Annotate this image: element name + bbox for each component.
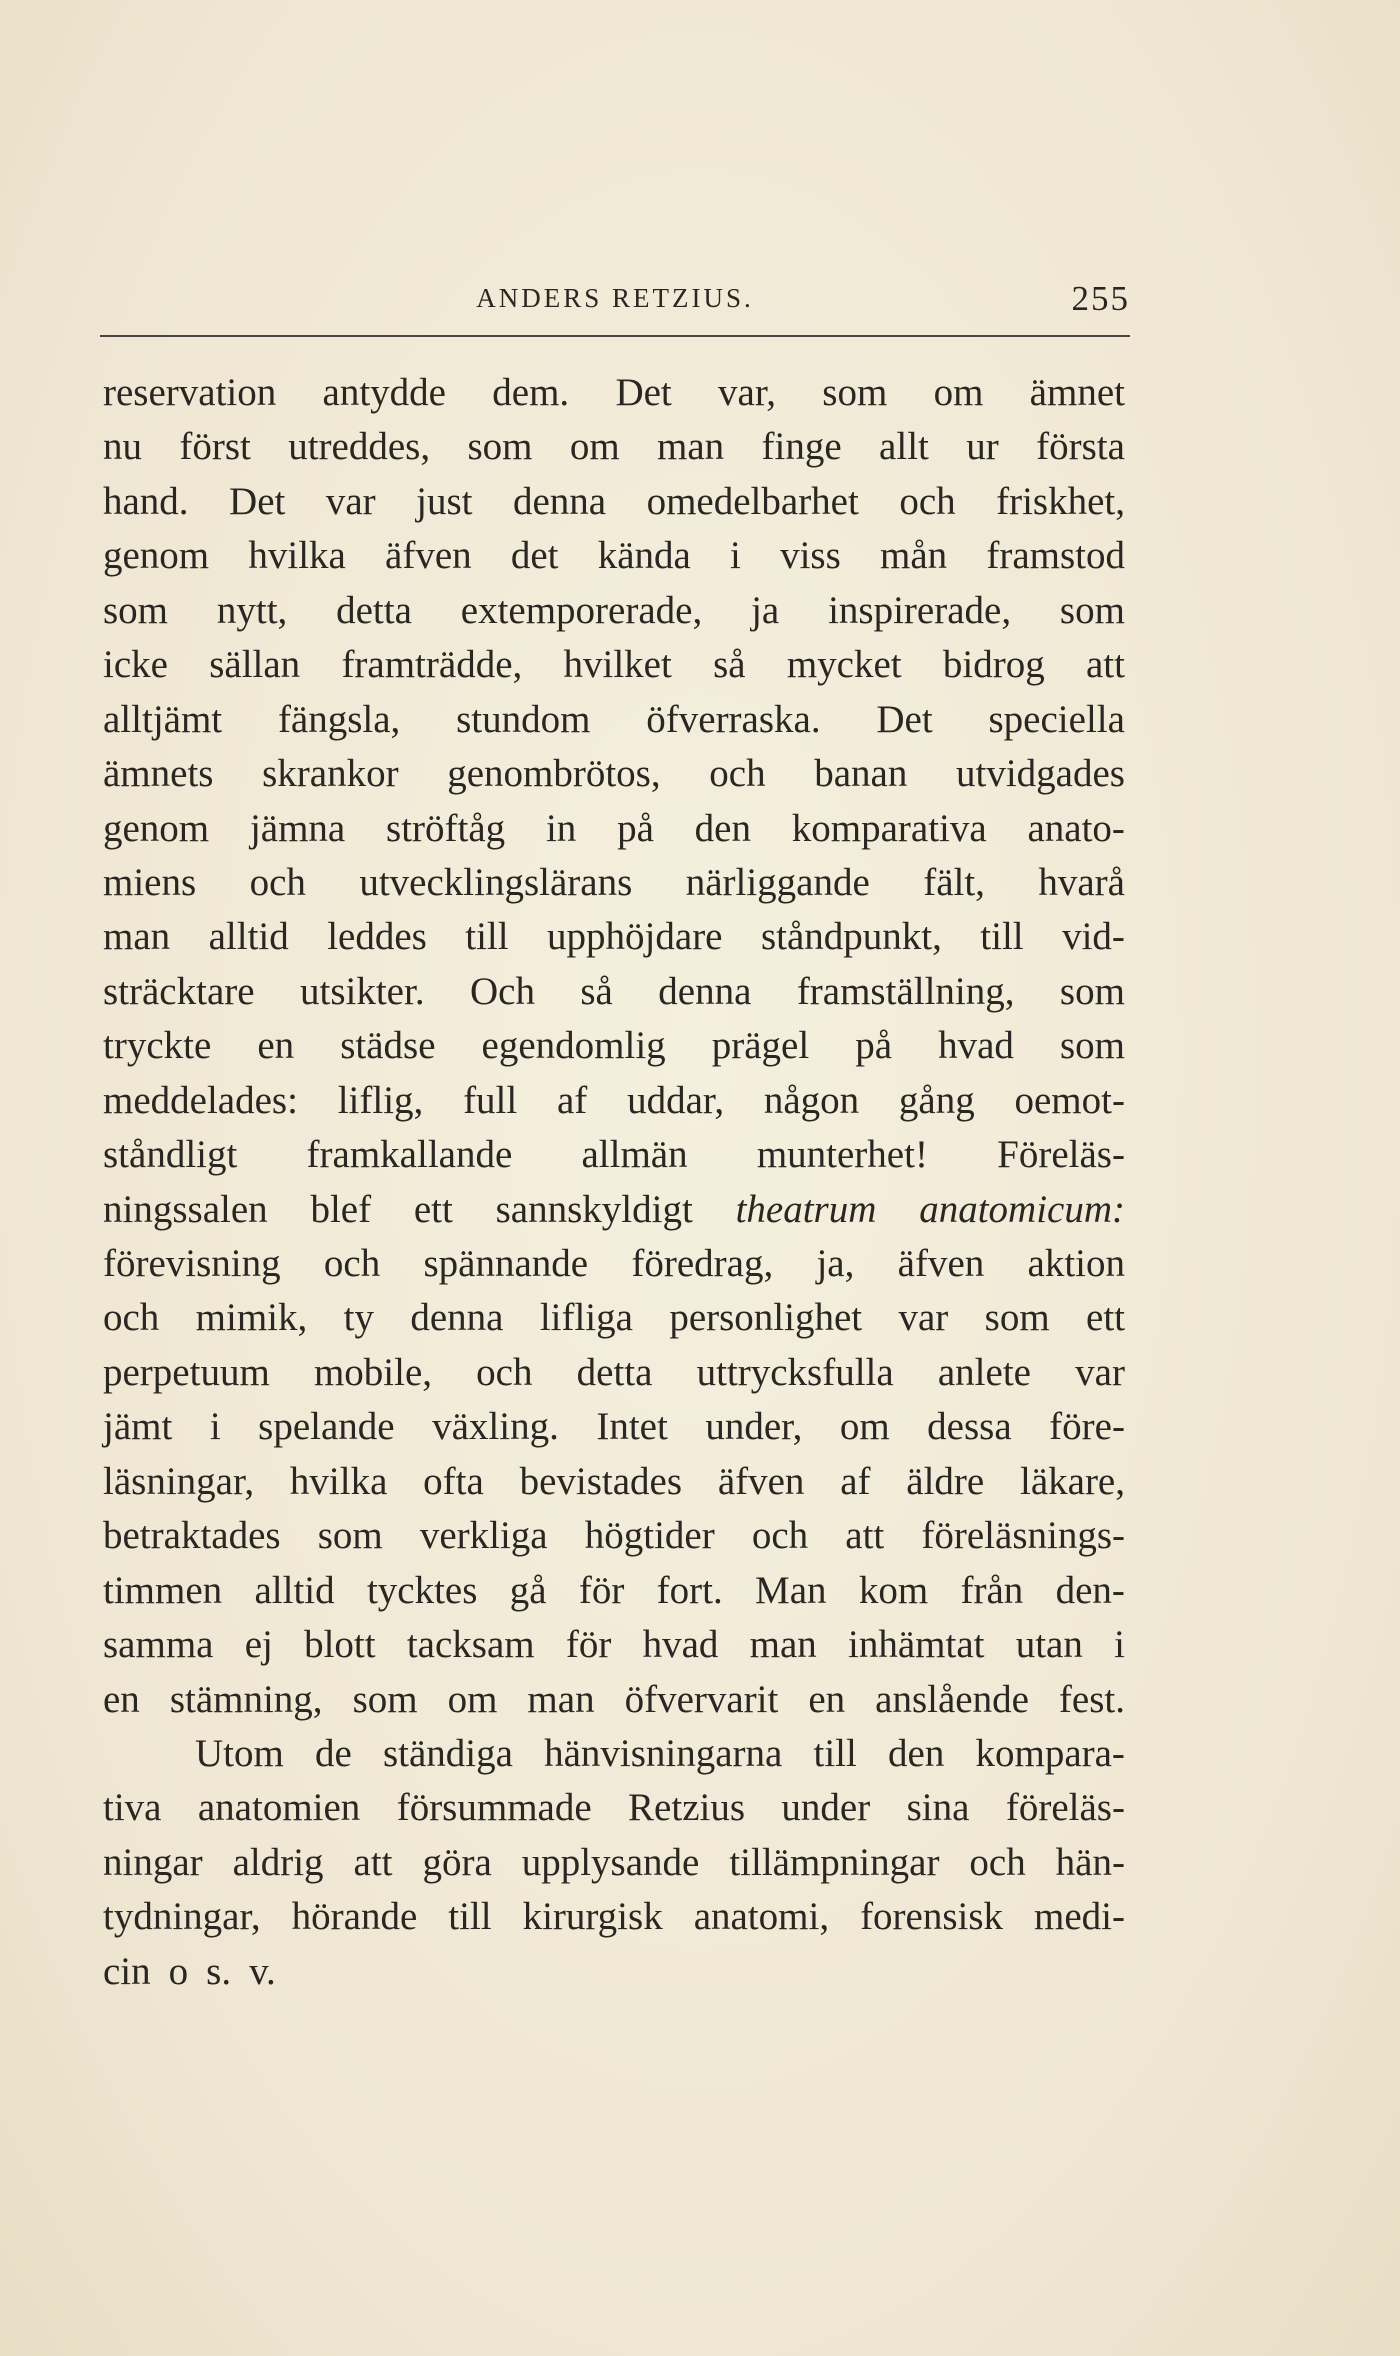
- word: genombrötos,: [447, 752, 661, 796]
- word: prägel: [711, 1024, 810, 1068]
- word: denna: [512, 479, 607, 523]
- word: aktion: [1027, 1242, 1125, 1285]
- word: icke: [103, 643, 168, 687]
- word: föreläs-: [1005, 1786, 1125, 1830]
- word: blef: [310, 1187, 372, 1231]
- word: man: [527, 1677, 595, 1721]
- word: tydningar,: [103, 1895, 261, 1939]
- word: Det: [229, 479, 286, 523]
- word: för: [578, 1568, 625, 1612]
- word: s.: [206, 1949, 232, 1993]
- word: och: [709, 752, 766, 796]
- word: utvidgades: [955, 752, 1125, 796]
- word: egendomlig: [481, 1024, 666, 1068]
- word: ständiga: [382, 1731, 513, 1775]
- text-line: [103, 856, 1125, 910]
- word: föreläsnings-: [921, 1514, 1125, 1558]
- word: utan: [1015, 1623, 1083, 1667]
- word: friskhet,: [996, 479, 1125, 523]
- text-line: [103, 1673, 1125, 1727]
- word: att: [353, 1840, 393, 1884]
- word: som: [984, 1296, 1050, 1340]
- word: detta: [336, 588, 412, 632]
- word: och: [969, 1840, 1026, 1884]
- word: vid-: [1062, 915, 1125, 959]
- word: full: [463, 1078, 518, 1122]
- word: läsningar,: [103, 1459, 255, 1503]
- word: utreddes,: [288, 425, 431, 469]
- text-line: [103, 747, 1125, 801]
- text-line: [103, 1237, 1125, 1291]
- word: hvad: [938, 1024, 1014, 1068]
- word: ofta: [423, 1459, 484, 1503]
- word: skrankor: [262, 752, 399, 796]
- word: framställning,: [796, 969, 1015, 1013]
- word: kända: [597, 534, 691, 578]
- word: tycktes: [366, 1568, 478, 1612]
- word: omedelbarhet: [646, 479, 859, 523]
- text-line: [103, 475, 1125, 529]
- text-line: [103, 1400, 1125, 1454]
- word: fest.: [1058, 1677, 1125, 1721]
- word: alltjämt: [103, 697, 223, 741]
- word: af: [840, 1459, 871, 1503]
- text-line: [103, 1781, 1125, 1835]
- word: komparativa: [791, 806, 987, 850]
- body-text: [103, 366, 1125, 1999]
- word: den-: [1055, 1568, 1125, 1612]
- word: man: [103, 915, 171, 959]
- word: ståndpunkt,: [760, 915, 942, 959]
- text-line: [103, 1890, 1125, 1944]
- word: ja,: [816, 1242, 855, 1285]
- word: inspirerade,: [828, 588, 1012, 632]
- word: fält,: [923, 860, 985, 904]
- running-title: ANDERS RETZIUS.: [476, 283, 754, 313]
- word: spännande: [423, 1242, 589, 1285]
- word: före-: [1049, 1405, 1125, 1449]
- word: forensisk: [860, 1895, 1004, 1939]
- word: och: [249, 860, 306, 904]
- word: ningssalen: [103, 1187, 268, 1231]
- word: cin: [103, 1949, 151, 1993]
- word: medi-: [1034, 1895, 1125, 1939]
- word: ståndligt: [103, 1133, 238, 1177]
- word: anato-: [1027, 806, 1125, 850]
- word: viss: [780, 534, 841, 578]
- word: föredrag,: [631, 1242, 774, 1285]
- word: dem.: [492, 371, 570, 414]
- word: fängsla,: [277, 697, 401, 741]
- word: munterhet!: [756, 1133, 928, 1177]
- word: uddar,: [627, 1078, 725, 1122]
- word: kompara-: [975, 1731, 1125, 1775]
- word: tiva: [103, 1786, 162, 1830]
- word: som: [822, 371, 888, 414]
- word: städse: [340, 1024, 436, 1068]
- word: ej: [244, 1623, 273, 1667]
- word: timmen: [103, 1568, 223, 1612]
- word: till: [813, 1731, 857, 1775]
- word: var: [325, 479, 376, 523]
- word: anslående: [875, 1677, 1029, 1721]
- word: och: [103, 1296, 160, 1340]
- word: man: [749, 1623, 817, 1667]
- word: hand.: [103, 479, 189, 523]
- word: utsikter.: [299, 969, 425, 1013]
- word: Det: [615, 371, 672, 414]
- word: ett: [413, 1187, 453, 1231]
- text-line: [103, 1455, 1125, 1509]
- word: under: [781, 1786, 871, 1830]
- word: en: [103, 1677, 140, 1721]
- word: öfverraska.: [646, 697, 821, 741]
- word: fort.: [656, 1568, 723, 1612]
- word: bevistades: [519, 1459, 683, 1503]
- word: som: [467, 425, 533, 469]
- text-line: [103, 1128, 1125, 1182]
- word: var: [898, 1296, 949, 1340]
- word: hvilka: [289, 1459, 388, 1503]
- word: läkare,: [1019, 1459, 1125, 1503]
- word: till: [980, 915, 1024, 959]
- word: gå: [509, 1568, 547, 1612]
- word: banan: [814, 752, 908, 796]
- word: bidrog: [942, 643, 1045, 687]
- word: under,: [705, 1405, 803, 1449]
- word: oemot-: [1014, 1078, 1125, 1122]
- word: göra: [422, 1840, 492, 1884]
- word: sina: [906, 1786, 970, 1830]
- word: tillämpningar: [729, 1840, 940, 1884]
- word: alltid: [208, 915, 289, 959]
- word: framstod: [986, 534, 1125, 578]
- word: gång: [898, 1078, 975, 1122]
- word: blott: [304, 1623, 376, 1667]
- word: tryckte: [103, 1024, 212, 1068]
- word: försummade: [396, 1786, 592, 1830]
- word: var: [1075, 1350, 1125, 1394]
- word: äldre: [906, 1459, 985, 1503]
- word: framkallande: [306, 1133, 513, 1177]
- word: som: [352, 1677, 418, 1721]
- word: en: [808, 1677, 846, 1721]
- word: i: [209, 1405, 221, 1449]
- word: från: [960, 1568, 1024, 1612]
- word: ty: [343, 1296, 374, 1340]
- word: meddelades:: [103, 1078, 298, 1122]
- word: hvilka: [248, 534, 346, 578]
- word: tacksam: [406, 1623, 535, 1667]
- word: genom: [103, 534, 210, 578]
- word: mån: [880, 534, 948, 578]
- word: äfven: [385, 534, 472, 578]
- word: jämt: [103, 1405, 173, 1449]
- word: man: [657, 425, 725, 469]
- word: denna: [410, 1296, 504, 1340]
- word: Utom: [195, 1731, 284, 1775]
- word: alltid: [254, 1568, 335, 1612]
- word: Intet: [596, 1405, 668, 1449]
- text-line: [103, 529, 1125, 583]
- text-line: [103, 1618, 1125, 1672]
- text-line: [103, 1074, 1125, 1128]
- word: hvarå: [1038, 860, 1125, 904]
- word: i: [1114, 1623, 1125, 1667]
- word: hvad: [642, 1623, 719, 1667]
- text-line: [103, 420, 1125, 474]
- text-line: [103, 802, 1125, 856]
- word: in: [545, 806, 577, 850]
- word: att: [845, 1514, 885, 1558]
- word: den: [694, 806, 751, 850]
- word: inhämtat: [848, 1623, 985, 1667]
- word: de: [315, 1731, 352, 1775]
- word: högtider: [584, 1514, 715, 1558]
- word: kom: [858, 1568, 929, 1612]
- word: hänvisningarna: [544, 1731, 783, 1775]
- text-line: [103, 1183, 1125, 1237]
- word: Man: [755, 1568, 827, 1612]
- word: leddes: [327, 915, 427, 959]
- text-line: [103, 1727, 1125, 1781]
- word: närliggande: [685, 860, 870, 904]
- text-line: [103, 1945, 1125, 1999]
- word: anatomi,: [693, 1895, 830, 1939]
- word: aldrig: [232, 1840, 324, 1884]
- word: den: [888, 1731, 945, 1775]
- text-line: [103, 1019, 1125, 1073]
- word: upplysande: [521, 1840, 700, 1884]
- word: mimik,: [195, 1296, 308, 1340]
- word: speciella: [988, 697, 1125, 741]
- word: någon: [763, 1078, 860, 1122]
- text-line: [103, 910, 1125, 964]
- word: ämnet: [1029, 371, 1125, 414]
- word: finge: [761, 425, 842, 469]
- word: ströftåg: [386, 806, 506, 850]
- word: ur: [966, 425, 999, 469]
- word: genom: [103, 806, 210, 850]
- word: sannskyldigt: [495, 1187, 693, 1231]
- text-line: [103, 693, 1125, 747]
- word: kirurgisk: [522, 1895, 663, 1939]
- word: betraktades: [103, 1514, 281, 1558]
- word: äfven: [717, 1459, 805, 1503]
- page-number: 255: [1071, 279, 1130, 318]
- word: allt: [879, 425, 929, 469]
- word: och: [323, 1242, 381, 1285]
- word: växling.: [432, 1405, 559, 1449]
- word: denna: [658, 969, 752, 1013]
- word: anatomicum:: [919, 1187, 1125, 1231]
- word: ningar: [103, 1840, 203, 1884]
- word: och: [476, 1350, 533, 1394]
- word: just: [416, 479, 473, 523]
- text-line: [103, 1509, 1125, 1563]
- word: om: [569, 425, 620, 469]
- word: var,: [718, 371, 777, 414]
- word: dessa: [927, 1405, 1012, 1449]
- word: så: [580, 969, 613, 1013]
- word: miens: [103, 860, 197, 904]
- word: till: [465, 915, 509, 959]
- word: framträdde,: [341, 643, 523, 687]
- word: o: [168, 1949, 189, 1993]
- word: mobile,: [313, 1350, 433, 1394]
- word: detta: [576, 1350, 653, 1394]
- word: uttrycksfulla: [696, 1350, 894, 1394]
- word: nu: [103, 425, 142, 469]
- word: för: [565, 1623, 612, 1667]
- word: antydde: [322, 371, 446, 414]
- word: som: [317, 1514, 383, 1558]
- word: så: [713, 643, 746, 687]
- word: på: [855, 1024, 893, 1068]
- word: att: [1085, 643, 1125, 687]
- word: ett: [1086, 1296, 1125, 1340]
- word: stämning,: [169, 1677, 323, 1721]
- word: en: [257, 1024, 295, 1068]
- word: Föreläs-: [997, 1133, 1125, 1177]
- word: spelande: [258, 1405, 395, 1449]
- word: ja: [751, 588, 780, 632]
- word: perpetuum: [103, 1350, 270, 1394]
- word: utvecklingslärans: [359, 860, 633, 904]
- word: Retzius: [628, 1786, 746, 1830]
- word: som: [1059, 969, 1125, 1013]
- word: verkliga: [419, 1514, 548, 1558]
- word: om: [839, 1405, 890, 1449]
- word: om: [933, 371, 984, 414]
- word: hörande: [291, 1895, 418, 1939]
- word: extemporerade,: [460, 588, 703, 632]
- word: Det: [876, 697, 933, 741]
- text-line: [103, 1564, 1125, 1618]
- word: sällan: [209, 643, 301, 687]
- word: af: [557, 1078, 588, 1122]
- word: som: [1059, 588, 1125, 632]
- word: v.: [249, 1949, 276, 1993]
- word: allmän: [581, 1133, 688, 1177]
- header-rule: [100, 335, 1130, 337]
- running-head: [100, 275, 1130, 335]
- word: till: [448, 1895, 492, 1939]
- text-line: [103, 366, 1125, 420]
- text-line: [103, 1836, 1125, 1890]
- word: det: [510, 534, 559, 578]
- word: stundom: [456, 697, 591, 741]
- word: personlighet: [669, 1296, 863, 1340]
- word: som: [103, 588, 169, 632]
- word: Och: [469, 969, 535, 1013]
- text-line: [103, 965, 1125, 1019]
- word: lifliga: [539, 1296, 633, 1340]
- word: som: [1059, 1024, 1125, 1068]
- word: äfven: [897, 1242, 985, 1285]
- text-line: [103, 638, 1125, 692]
- word: theatrum: [735, 1187, 877, 1231]
- word: ämnets: [103, 752, 214, 796]
- word: hvilket: [563, 643, 672, 687]
- word: samma: [103, 1623, 214, 1667]
- word: upphöjdare: [547, 915, 723, 959]
- word: förevisning: [103, 1242, 281, 1285]
- word: första: [1036, 425, 1125, 469]
- word: och: [751, 1514, 809, 1558]
- word: liflig,: [337, 1078, 424, 1122]
- text-line: [103, 584, 1125, 638]
- word: sträcktare: [103, 969, 255, 1013]
- text-line: [103, 1346, 1125, 1400]
- word: först: [179, 425, 251, 469]
- word: mycket: [786, 643, 902, 687]
- word: öfvervarit: [624, 1677, 779, 1721]
- word: och: [899, 479, 956, 523]
- word: på: [617, 806, 654, 850]
- word: reservation: [103, 371, 277, 414]
- word: jämna: [249, 806, 346, 850]
- word: nytt,: [216, 588, 288, 632]
- text-line: [103, 1291, 1125, 1345]
- word: i: [730, 534, 741, 578]
- word: om: [447, 1677, 498, 1721]
- word: hän-: [1055, 1840, 1125, 1884]
- word: anlete: [937, 1350, 1031, 1394]
- word: anatomien: [197, 1786, 361, 1830]
